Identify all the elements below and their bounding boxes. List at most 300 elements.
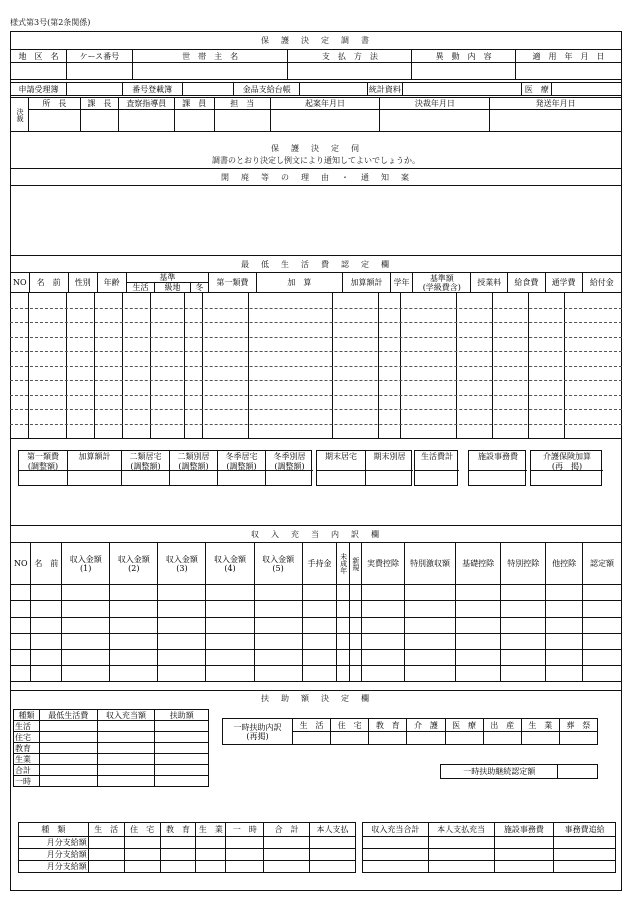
field-medical[interactable] [552,83,622,96]
cost-box-label: 二類別居 (調整額) [170,451,217,471]
temp-col-housing: 住 宅 [331,719,369,732]
field-draft-date[interactable] [270,110,380,132]
field-payment-method[interactable] [288,63,412,80]
field-application-book[interactable] [66,83,122,96]
label-change-detail: 異 動 内 容 [412,50,516,63]
income-cell[interactable] [456,633,501,649]
sec1-row1-table [10,49,622,80]
assistance-cell[interactable] [39,732,97,743]
income-cell[interactable] [404,585,455,601]
income-cell[interactable] [11,601,31,617]
income-cell[interactable] [62,649,110,665]
assistance-row [14,743,209,754]
income-cell[interactable] [349,665,361,681]
inc-col-income2: 収入金額 (2) [110,543,158,585]
assistance-cell[interactable] [97,754,155,765]
temp-field[interactable] [293,732,331,745]
assistance-cell[interactable] [97,732,155,743]
inc-col-income4: 収入金額 (4) [206,543,254,585]
income-cell[interactable] [362,649,405,665]
monthly-cell[interactable] [88,837,124,849]
income-cell[interactable] [254,633,302,649]
income-cell[interactable] [337,665,349,681]
form-id: 様式第3号(第2条関係) [10,18,91,27]
temp-col-care: 介 護 [407,719,445,732]
income-cell[interactable] [583,649,622,665]
assistance-cell[interactable] [39,743,97,754]
cost-box[interactable] [469,451,527,485]
monthly-right-row [363,837,616,849]
cost-box-group [530,450,602,486]
label-director: 所 長 [28,98,80,110]
income-cell[interactable] [254,617,302,633]
monthly-cell[interactable] [124,849,160,861]
label-medical: 医 療 [522,83,552,96]
cost-box[interactable] [531,451,603,485]
assistance-cell[interactable] [39,721,97,732]
stamp-section-chief[interactable] [80,110,118,132]
inc-col-actual-deduction: 実費控除 [362,543,405,585]
assistance-cell[interactable] [155,743,209,754]
monthly-cell[interactable] [124,837,160,849]
inc-col-income5: 収入金額 (5) [254,543,302,585]
cost-box[interactable] [265,451,313,485]
field-change-detail[interactable] [412,63,516,80]
monthly-cell[interactable] [226,837,264,849]
monthly-right-cell[interactable] [363,861,429,873]
assistance-cell[interactable] [155,754,209,765]
field-case-no[interactable] [66,63,132,80]
inc-col-special-income: 特別激収額 [404,543,455,585]
income-cell[interactable] [349,633,361,649]
mon-col-occupation: 生 業 [196,823,226,837]
monr-col-income-total: 収入充当合計 [363,823,429,837]
income-cell[interactable] [302,633,337,649]
income-cell[interactable] [583,585,622,601]
divider [10,438,622,439]
income-cell[interactable] [62,601,110,617]
assistance-cell[interactable] [39,754,97,765]
temp-field[interactable] [407,732,445,745]
assistance-row-label: 合計 [14,765,40,776]
continue-field[interactable] [558,765,598,779]
assistance-cell[interactable] [155,721,209,732]
income-cell[interactable] [501,633,546,649]
income-cell[interactable] [31,649,62,665]
income-cell[interactable] [206,585,254,601]
income-cell[interactable] [349,585,361,601]
label-payment-ledger: 金品支給台帳 [234,83,300,96]
sec4-title: 最 低 生 活 費 認 定 欄 [241,260,391,269]
income-cell[interactable] [546,665,583,681]
income-cell[interactable] [501,665,546,681]
assistance-cell[interactable] [39,776,97,787]
monr-col-admin-extra: 事務費追給 [554,823,616,837]
income-cell[interactable] [337,649,349,665]
income-cell[interactable] [254,601,302,617]
monthly-cell[interactable] [160,849,196,861]
sec1-row3-table [10,97,622,132]
col-addition-total: 加算額計 [343,273,390,293]
reason-notice-area[interactable] [11,186,621,254]
assistance-cell[interactable] [155,765,209,776]
income-cell[interactable] [404,617,455,633]
col-lunch: 給食費 [508,273,545,293]
cost-box-group [468,450,526,486]
income-cell[interactable] [337,585,349,601]
asst-col-income-applied: 収入充当額 [97,710,155,721]
cost-box[interactable] [121,451,169,485]
income-cell[interactable] [158,633,206,649]
income-cell[interactable] [404,649,455,665]
monthly-right-cell[interactable] [494,849,554,861]
col-living: 生活 [126,283,155,293]
income-cell[interactable] [110,617,158,633]
field-send-date[interactable] [490,110,622,132]
monthly-right-cell[interactable] [428,837,494,849]
income-cell[interactable] [158,585,206,601]
monthly-right-cell[interactable] [494,861,554,873]
field-householder[interactable] [132,63,288,80]
income-cell[interactable] [456,665,501,681]
income-cell[interactable] [62,585,110,601]
income-cell[interactable] [349,649,361,665]
cost-box-label: 介護保険加算 (再 掲) [531,451,603,471]
income-cell[interactable] [362,601,405,617]
income-cell[interactable] [404,601,455,617]
income-cell[interactable] [501,585,546,601]
label-draft-date: 起案年月日 [270,98,380,110]
income-cell[interactable] [158,649,206,665]
monr-col-self-applied: 本人支払充当 [428,823,494,837]
temp-field[interactable] [369,732,407,745]
monthly-cell[interactable] [160,861,196,873]
cost-box[interactable] [67,451,121,485]
label-send-date: 発送年月日 [490,98,622,110]
monthly-cell[interactable] [226,849,264,861]
monthly-right-cell[interactable] [428,849,494,861]
monthly-cell[interactable] [124,861,160,873]
monthly-right-cell[interactable] [363,837,429,849]
assistance-row [14,721,209,732]
income-cell[interactable] [62,617,110,633]
income-cell[interactable] [254,665,302,681]
cost-box[interactable] [217,451,265,485]
income-cell[interactable] [546,649,583,665]
assistance-cell[interactable] [97,721,155,732]
income-cell[interactable] [158,665,206,681]
col-base-amount-sub: (学級費含) [422,282,461,292]
monthly-cell[interactable] [88,861,124,873]
assistance-row-label: 生業 [14,754,40,765]
assistance-cell[interactable] [97,765,155,776]
temp-field[interactable] [559,732,597,745]
monthly-cell[interactable] [88,849,124,861]
inc-col-income1: 収入金額 (1) [62,543,110,585]
income-cell[interactable] [11,665,31,681]
income-cell[interactable] [206,649,254,665]
assistance-cell[interactable] [97,743,155,754]
cost-box-group [18,450,312,486]
inc-col-income3: 収入金額 (3) [158,543,206,585]
col-base-amount [413,273,471,293]
income-cell[interactable] [11,585,31,601]
inc-col-name: 名 前 [31,543,62,585]
income-cell[interactable] [302,585,337,601]
grid-row-line [10,395,622,396]
monthly-cell[interactable] [196,837,226,849]
income-cell[interactable] [31,665,62,681]
assistance-row [14,754,209,765]
cost-box[interactable] [19,451,67,485]
inc-col-no: NO [11,543,31,585]
monthly-right-cell[interactable] [494,837,554,849]
mon-col-total: 合 計 [264,823,310,837]
income-cell[interactable] [110,601,158,617]
income-cell[interactable] [158,617,206,633]
continue-label: 一時扶助継続認定額 [441,765,558,779]
assistance-cell[interactable] [97,776,155,787]
temp-col-funeral: 葬 祭 [559,719,597,732]
label-application-book: 申請受理簿 [11,83,67,96]
col-age: 年齢 [97,273,126,293]
label-section-chief: 課 長 [80,98,118,110]
cost-box-label: 第一類費 (調整額) [19,451,67,471]
label-registry-book: 番号登載簿 [122,83,182,96]
label-district: 地 区 名 [11,50,67,63]
inc-col-new: 新規 [349,543,361,585]
income-cell[interactable] [456,585,501,601]
stamp-in-charge[interactable] [214,110,270,132]
income-cell[interactable] [456,617,501,633]
label-kessai: 決裁 [11,98,29,132]
income-cell[interactable] [110,585,158,601]
income-cell[interactable] [362,585,405,601]
assistance-row [14,776,209,787]
monthly-right-cell[interactable] [363,849,429,861]
monthly-cell[interactable] [160,837,196,849]
col-benefit: 給付金 [582,273,621,293]
sec1-row2-table [10,82,622,96]
monr-col-facility: 施設事務費 [494,823,554,837]
field-decision-date[interactable] [380,110,490,132]
income-cell[interactable] [206,601,254,617]
income-cell[interactable] [302,665,337,681]
label-supervisor: 査察指導員 [118,98,174,110]
mon-col-type: 種 類 [19,823,89,837]
cost-box[interactable] [365,451,413,485]
assistance-cell[interactable] [155,732,209,743]
stamp-supervisor[interactable] [118,110,174,132]
monthly-row-label: 月分支給額 [19,861,89,873]
temp-field[interactable] [521,732,559,745]
stamp-director[interactable] [28,110,80,132]
income-cell[interactable] [11,633,31,649]
income-cell[interactable] [62,665,110,681]
income-cell[interactable] [456,649,501,665]
income-cell[interactable] [546,633,583,649]
income-cell[interactable] [501,617,546,633]
monthly-right-cell[interactable] [554,849,616,861]
income-cell[interactable] [110,649,158,665]
income-row [11,617,622,633]
income-cell[interactable] [31,601,62,617]
label-decision-date: 決裁年月日 [380,98,490,110]
mon-col-education: 教 育 [160,823,196,837]
cost-box[interactable] [415,451,459,485]
income-cell[interactable] [62,633,110,649]
col-base-amount-label: 基準額 [429,273,454,283]
income-cell[interactable] [349,617,361,633]
income-row [11,649,622,665]
assistance-row [14,732,209,743]
income-cell[interactable] [31,585,62,601]
income-cell[interactable] [11,649,31,665]
col-sex: 性別 [68,273,97,293]
income-cell[interactable] [31,617,62,633]
temp-col-education: 教 育 [369,719,407,732]
label-staff: 課 員 [174,98,214,110]
grid-row-line [10,337,622,338]
income-cell[interactable] [583,601,622,617]
income-cell[interactable] [158,601,206,617]
income-cell[interactable] [501,649,546,665]
col-name: 名 前 [29,273,68,293]
field-apply-date[interactable] [516,63,622,80]
income-cell[interactable] [302,649,337,665]
income-cell[interactable] [501,601,546,617]
monthly-cell[interactable] [310,837,356,849]
income-cell[interactable] [456,601,501,617]
mon-col-housing: 住 宅 [124,823,160,837]
income-cell[interactable] [254,649,302,665]
temp-field[interactable] [331,732,369,745]
monthly-cell[interactable] [196,861,226,873]
inc-col-cash: 手持金 [302,543,337,585]
assistance-cell[interactable] [39,765,97,776]
divider [10,255,622,256]
inc-col-recognized: 認定額 [583,543,622,585]
grid-row-line [10,351,622,352]
label-householder: 世 帯 主 名 [132,50,288,63]
monthly-cell[interactable] [310,861,356,873]
cost-box-label: 二類居宅 (調整額) [122,451,169,471]
mon-col-living: 生 活 [88,823,124,837]
income-cell[interactable] [11,617,31,633]
income-cell[interactable] [302,617,337,633]
income-row [11,585,622,601]
income-row [11,601,622,617]
monthly-cell[interactable] [264,849,310,861]
monthly-cell[interactable] [226,861,264,873]
income-cell[interactable] [302,601,337,617]
income-cell[interactable] [583,617,622,633]
cost-box-label: 冬季別居 (調整額) [266,451,313,471]
divider [10,168,622,169]
cost-box-group [316,450,412,486]
income-cell[interactable] [206,617,254,633]
income-cell[interactable] [349,601,361,617]
mon-col-temp: 一 時 [226,823,264,837]
income-cell[interactable] [110,633,158,649]
stamp-staff[interactable] [174,110,214,132]
monthly-row [19,849,356,861]
grid-row-line [10,424,622,425]
income-cell[interactable] [583,665,622,681]
income-cell[interactable] [110,665,158,681]
income-cell[interactable] [546,585,583,601]
monthly-cell[interactable] [264,837,310,849]
temp-col-childbirth: 出 産 [483,719,521,732]
temp-field[interactable] [445,732,483,745]
income-cell[interactable] [404,633,455,649]
cost-box-label: 生活費計 [415,451,459,471]
income-cell[interactable] [362,617,405,633]
col-grade-area: 級地 [155,283,190,293]
col-commute: 通学費 [545,273,582,293]
min-living-cost-grid[interactable] [10,293,622,438]
sec1-title: 保 護 決 定 調 書 [261,36,371,45]
income-cell[interactable] [337,633,349,649]
sec2-title: 保 護 決 定 伺 [271,144,361,153]
temp-col-medical: 医 療 [445,719,483,732]
cost-box[interactable] [169,451,217,485]
income-cell[interactable] [583,633,622,649]
field-statistics[interactable] [402,83,521,96]
income-cell[interactable] [254,585,302,601]
sec2-text: 調書のとおり決定し例文により通知してよいでしょうか。 [212,156,420,165]
income-cell[interactable] [206,665,254,681]
temp-asst-label-text: 一時扶助内訳 (再掲) [233,722,282,741]
field-payment-ledger[interactable] [300,83,368,96]
income-cell[interactable] [337,617,349,633]
income-cell[interactable] [362,633,405,649]
assistance-cell[interactable] [155,776,209,787]
temp-field[interactable] [483,732,521,745]
sec5-title: 収 入 充 当 内 訳 欄 [251,530,381,539]
asst-col-assistance: 扶助額 [155,710,209,721]
monthly-cell[interactable] [196,849,226,861]
income-cell[interactable] [337,601,349,617]
monthly-right-cell[interactable] [554,837,616,849]
income-cell[interactable] [31,633,62,649]
monthly-right-cell[interactable] [428,861,494,873]
income-cell[interactable] [206,633,254,649]
field-district[interactable] [11,63,67,80]
income-cell[interactable] [546,617,583,633]
monthly-right-row [363,861,616,873]
cost-summary-boxes [10,450,622,520]
cost-box[interactable] [317,451,365,485]
income-cell[interactable] [404,665,455,681]
assistance-row [14,765,209,776]
monthly-right-cell[interactable] [554,861,616,873]
monthly-row [19,861,356,873]
divider [10,690,622,691]
income-cell[interactable] [362,665,405,681]
temp-col-living: 生 活 [293,719,331,732]
cost-box-label: 加算額計 [68,451,121,471]
continue-table [440,764,598,779]
label-case-no: ケース番号 [66,50,132,63]
field-registry-book[interactable] [182,83,234,96]
monthly-cell[interactable] [264,861,310,873]
income-cell[interactable] [546,601,583,617]
asst-col-type: 種類 [14,710,40,721]
cost-box-label: 冬季居宅 (調整額) [218,451,265,471]
sec3-title: 開 廃 等 の 理 由 ・ 通 知 案 [221,173,411,182]
monthly-cell[interactable] [310,849,356,861]
